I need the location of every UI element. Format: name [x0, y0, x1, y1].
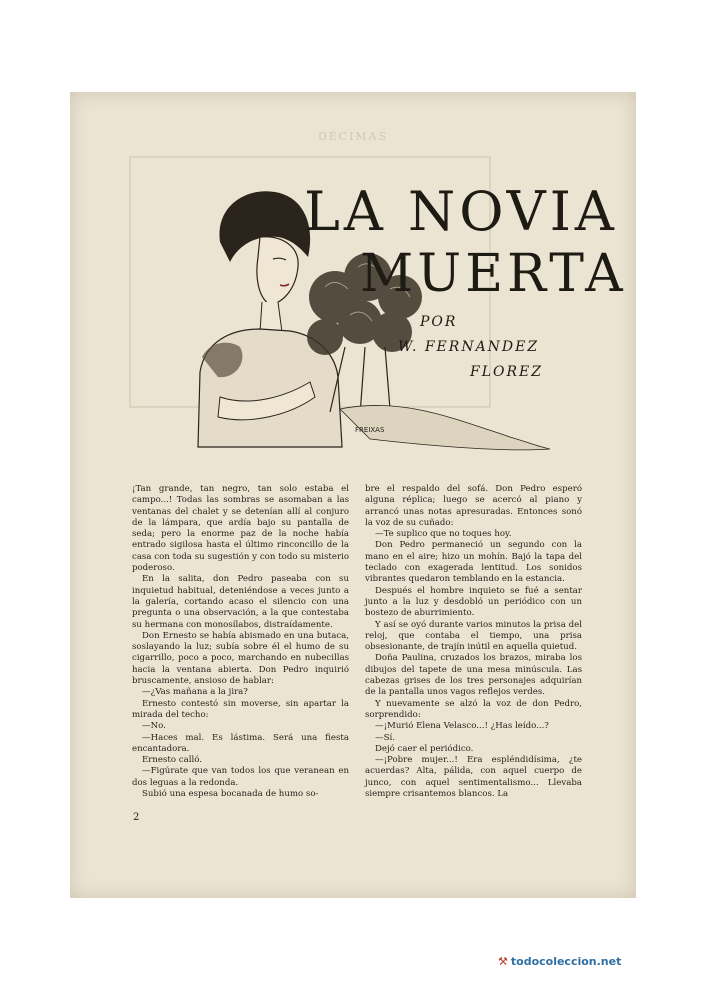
title-line-1: LA NOVIA	[304, 180, 618, 243]
paragraph: En la salita, don Pedro paseaba con su inquietud habitual, deteniéndose a veces junto a la galería, cortando acaso el silencio con una pregunta o una observación, a la que contestaba su hermana con monosílabos, distraídamente.	[132, 574, 349, 630]
byline-author-first: W. FERNANDEZ	[398, 339, 540, 355]
paragraph: Y así se oyó durante varios minutos la prisa del reloj, que contaba el tiempo, una prisa obsesionante, de trajín inútil en aquella quietud.	[365, 619, 582, 653]
paragraph: ¡Tan grande, tan negro, tan solo estaba el campo...! Todas las sombras se asomaban a las ventanas del chalet y se detenían allí al conjuro de la lámpara, que ardía bajo su pantalla de seda; pero la enorme paz de la noche había entrado sigilosa hasta el último rinconcillo de la casa con toda su sugestión y con todo su misterio poderoso.	[132, 484, 349, 574]
paragraph: —Sí.	[375, 732, 395, 743]
page-number: 2	[133, 812, 140, 823]
watermark-text: todocoleccion.net	[510, 955, 622, 968]
paragraph: Don Pedro permaneció un segundo con la mano en el aire; hizo un mohín. Bajó la tapa del teclado con exagerada lentitud. Los sonidos vibrantes quedaron temblando en la estancia.	[365, 540, 582, 585]
column-right	[365, 484, 582, 800]
byline-por: POR	[420, 314, 458, 330]
paragraph: Don Ernesto se había abismado en una butaca, soslayando la luz; subía sobre él el humo de su cigarrillo, poco a poco, marchando en nubecillas hacia la ventana abierta. Don Pedro inquirió bruscamente, ansioso de hablar:	[132, 630, 349, 687]
artist-signature: FREIXAS	[355, 426, 385, 434]
article-body	[132, 484, 582, 800]
hammer-icon: ⚒	[498, 955, 508, 968]
paragraph: Doña Paulina, cruzados los brazos, miraba los dibujos del tapete de una mesa minúscula. Las cabezas grises de los tres personajes adquirían de la pantalla unos vagos reflejos verdes.	[365, 653, 582, 698]
paragraph: —No.	[142, 721, 166, 732]
byline-author-last: FLOREZ	[470, 364, 543, 380]
paragraph: Subió una espesa bocanada de humo so-	[142, 789, 319, 800]
paragraph: —¡Pobre mujer...! Era espléndidísima, ¿te acuerdas? Alta, pálida, con aquel cuerpo de junco, con aquel sentimentalismo... Llevaba siempre crisantemos blancos. La	[365, 755, 582, 800]
column-left	[132, 484, 349, 800]
paragraph: Y nuevamente se alzó la voz de don Pedro, sorprendido:	[365, 698, 582, 720]
paragraph: Ernesto contestó sin moverse, sin apartar la mirada del techo:	[132, 698, 349, 720]
paragraph: —Haces mal. Es lástima. Será una fiesta encantadora.	[132, 732, 349, 754]
paragraph: Después el hombre inquieto se fué a sentar junto a la luz y desdobló un periódico con un bostezo de aburrimiento.	[365, 585, 582, 619]
paragraph: —Figúrate que van todos los que veranean en dos leguas a la redonda.	[132, 766, 349, 788]
paragraph: Ernesto calló.	[142, 755, 202, 766]
running-head: DECIMAS	[317, 130, 389, 143]
site-watermark[interactable]	[498, 955, 621, 968]
magazine-page	[70, 92, 636, 898]
paragraph: Dejó caer el periódico.	[375, 743, 474, 754]
paragraph: —¡Murió Elena Velasco...! ¿Has leído...?	[375, 721, 549, 732]
title-line-2: MUERTA	[360, 244, 627, 304]
paragraph: —Te suplico que no toques hoy.	[375, 529, 512, 540]
paragraph: bre el respaldo del sofá. Don Pedro esperó alguna réplica; luego se acercó al piano y arrancó unas notas apresuradas. Entonces sonó la voz de su cuñado:	[365, 484, 582, 528]
paragraph: —¿Vas mañana a la jira?	[142, 687, 248, 698]
